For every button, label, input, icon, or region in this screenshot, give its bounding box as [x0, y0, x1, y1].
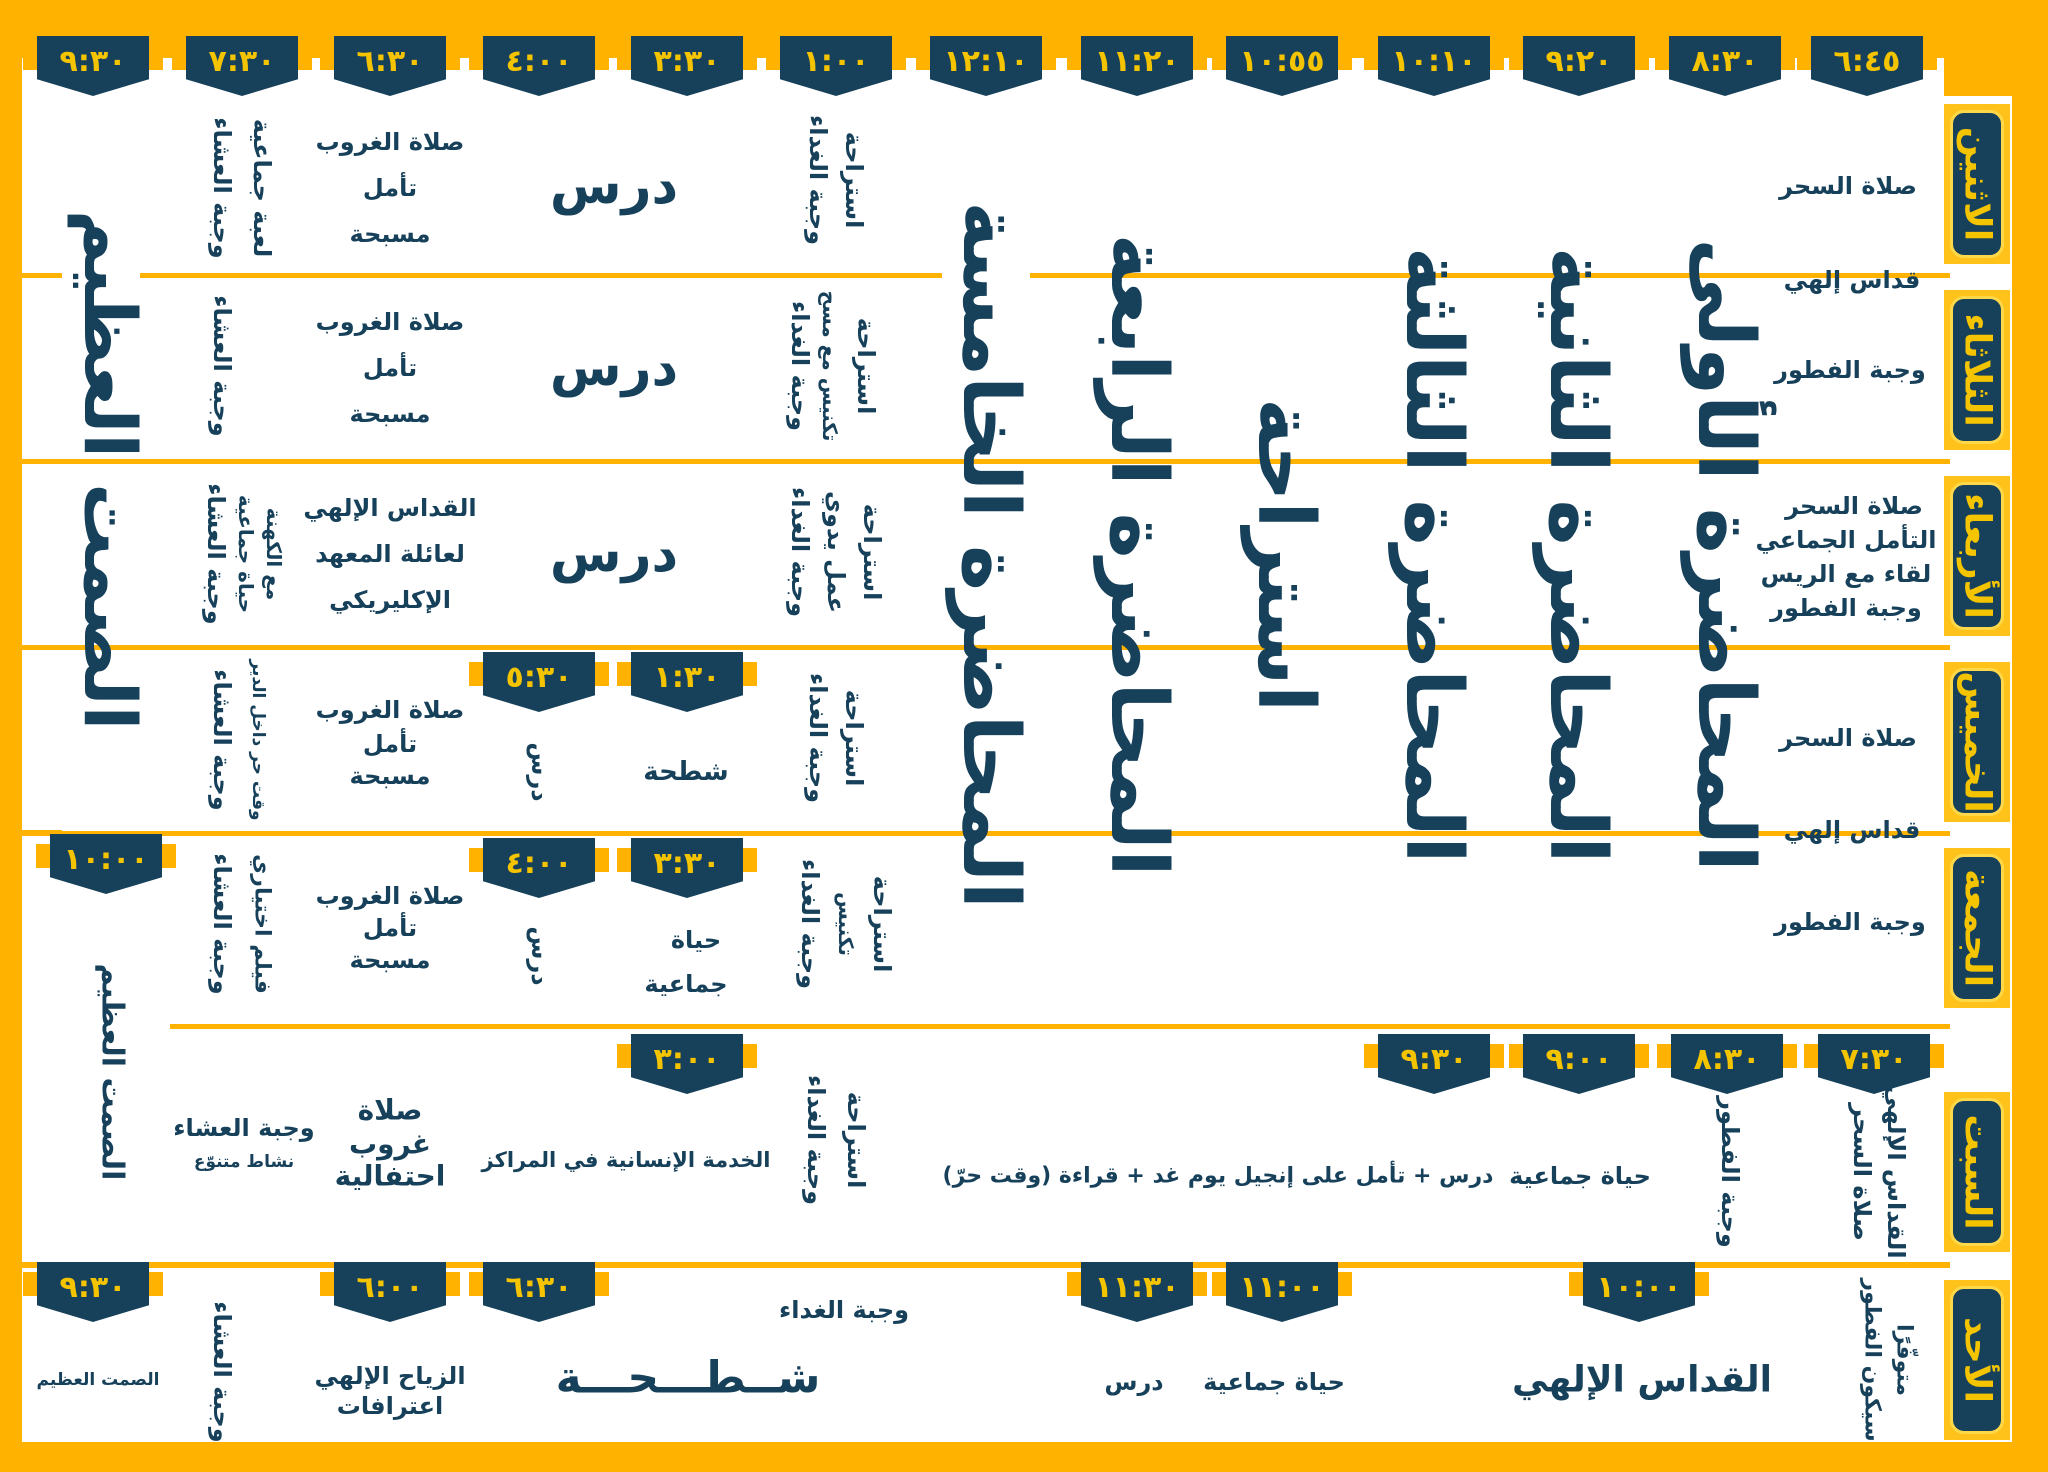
lunch-wed: استراحة	[858, 503, 886, 601]
lunch-fri: وجبة الغداء	[796, 858, 824, 990]
time-tag	[631, 36, 743, 96]
time-label: ٤:٠٠	[505, 846, 573, 881]
sun-procession: اعترافات	[336, 1392, 444, 1420]
morning-prayer: صلاة السحر	[1779, 172, 1917, 200]
lecture-third: المحاضرة الثالثة	[1388, 246, 1478, 864]
time-tag	[1378, 1034, 1490, 1094]
dinner-wed: حياة جماعية	[234, 494, 258, 614]
evening-mon: صلاة الغروب	[315, 128, 465, 156]
time-tag	[1081, 1262, 1193, 1322]
lecture-second: المحاضرة الثانية	[1532, 246, 1622, 864]
evening-thu: مسبحة	[349, 762, 431, 790]
day-label: الجمعة	[1956, 868, 1998, 988]
great-silence: الصمت العظيم	[68, 209, 152, 731]
lunch-wed: وجبة الغداء	[786, 486, 814, 618]
evening-thu: صلاة الغروب	[315, 696, 465, 724]
dinner-wed: وجبة العشاء	[202, 483, 230, 625]
time-label: ١:٣٠	[653, 660, 721, 695]
time-tag	[1811, 36, 1923, 96]
sun-breakfast: متوفّرًا	[1891, 1323, 1917, 1397]
breakfast: وجبة الفطور	[1774, 908, 1926, 936]
sun-trip: شــطـــحـــة	[555, 1352, 821, 1404]
sun-procession: الزياح الإلهي	[314, 1362, 466, 1390]
time-tag	[631, 1034, 743, 1094]
sat-community: حياة جماعية	[1509, 1162, 1651, 1190]
sun-breakfast: سيكون الفطور	[1859, 1278, 1885, 1442]
evening-thu: تأمل	[362, 730, 418, 758]
time-tag	[1226, 1262, 1338, 1322]
break-label: استراحة	[1240, 397, 1330, 713]
time-label: ٩:٣٠	[59, 44, 127, 79]
time-tag	[1081, 36, 1193, 96]
time-label: ٧:٣٠	[208, 44, 276, 79]
time-tag	[50, 834, 162, 894]
dinner-wed: مع الكهنة	[262, 507, 286, 601]
community-fri: حياة	[670, 926, 722, 954]
lunch-mon: استراحة	[840, 131, 868, 229]
dinner-fri: وجبة العشاء	[208, 853, 236, 995]
evening-tue: مسبحة	[349, 400, 431, 428]
wed-morning-line: التأمل الجماعي	[1755, 526, 1937, 554]
time-tag	[483, 838, 595, 898]
time-tag	[186, 36, 298, 96]
time-label: ٣:٠٠	[653, 1042, 721, 1077]
sat-morning: القداس الإلهي	[1882, 1085, 1910, 1259]
evening-wed: لعائلة المعهد	[315, 540, 465, 568]
evening-wed: الإكليريكي	[329, 586, 451, 614]
evening-tue: تأمل	[362, 354, 418, 382]
time-label: ١٠:٠٠	[1596, 1270, 1682, 1305]
time-tag	[1669, 36, 1781, 96]
time-label: ٨:٣٠	[1693, 1042, 1761, 1077]
lunch-fri: استراحة	[868, 875, 896, 973]
time-label: ٨:٣٠	[1691, 44, 1759, 79]
lunch-thu: وجبة الغداء	[804, 672, 832, 804]
dinner-tue: وجبة العشاء	[208, 295, 236, 437]
time-label: ٩:٠٠	[1545, 1042, 1613, 1077]
lecture-first: المحاضرة الأولى	[1680, 238, 1770, 872]
day-label: الأحد	[1956, 1317, 1998, 1403]
time-label: ٤:٠٠	[505, 44, 573, 79]
breakfast: وجبة الفطور	[1774, 356, 1926, 384]
day-tab-saturday	[1944, 1092, 2010, 1252]
evening-fri: مسبحة	[349, 946, 431, 974]
row-divider	[140, 273, 942, 278]
lunch-wed: عمل يدوي	[822, 490, 850, 614]
time-label: ٦:٠٠	[356, 1270, 424, 1305]
sat-service: الخدمة الإنسانية في المراكز	[481, 1148, 771, 1172]
day-tab-friday	[1944, 848, 2010, 1008]
time-tag	[334, 36, 446, 96]
lunch-tue: تكنيس مع مسح	[818, 290, 842, 442]
sun-lunch: وجبة الغداء	[778, 1296, 910, 1324]
lecture-fourth: المحاضرة الرابعة	[1093, 233, 1183, 877]
time-label: ١١:٣٠	[1094, 1270, 1180, 1305]
time-label: ٦:٣٠	[356, 44, 424, 79]
dinner-mon: وجبة العشاء	[208, 117, 236, 259]
lunch-tue: وجبة الغداء	[786, 300, 814, 432]
community-fri: جماعية	[644, 970, 728, 998]
lesson-tue: درس	[549, 338, 679, 398]
time-label: ١:٠٠	[802, 44, 870, 79]
sun-lesson: درس	[1104, 1368, 1164, 1396]
sat-lunch: وجبة الغداء	[802, 1074, 830, 1206]
sat-breakfast: وجبة الفطور	[1716, 1096, 1744, 1248]
dinner-thu: وجبة العشاء	[208, 669, 236, 811]
time-tag	[1818, 1034, 1930, 1094]
time-label: ٩:٣٠	[59, 1270, 127, 1305]
time-label: ١١:٢٠	[1094, 44, 1180, 79]
time-tag	[37, 36, 149, 96]
day-label: الاثنين	[1956, 126, 1998, 242]
wed-morning-line: صلاة السحر	[1785, 492, 1923, 520]
evening-fri: صلاة الغروب	[315, 882, 465, 910]
day-tab-monday	[1944, 104, 2010, 264]
lesson-thu: درس	[526, 742, 554, 802]
lesson-fri: درس	[526, 926, 554, 986]
sun-mass: القداس الإلهي	[1512, 1359, 1772, 1401]
time-label: ٧:٣٠	[1840, 1042, 1908, 1077]
time-tag	[631, 652, 743, 712]
time-label: ٣:٣٠	[653, 44, 721, 79]
lunch-fri: تكنيس	[834, 892, 858, 956]
sun-dinner: وجبة العشاء	[208, 1301, 236, 1443]
evening-mon: تأمل	[362, 174, 418, 202]
trip-thu: شطحة	[643, 757, 729, 787]
day-tab-sunday	[1944, 1280, 2010, 1440]
great-silence-fri: الصمت العظيم	[94, 963, 130, 1181]
lunch-thu: استراحة	[840, 689, 868, 787]
sat-dinner: وجبة العشاء	[173, 1114, 315, 1142]
lunch-mon: وجبة الغداء	[804, 114, 832, 246]
day-label: الخميس	[1956, 671, 1998, 813]
dinner-fri: فيلم اختياري	[249, 854, 275, 994]
wed-morning-line: وجبة الفطور	[1770, 594, 1922, 622]
time-tag	[1226, 36, 1338, 96]
time-label: ١٠:٥٥	[1239, 44, 1325, 79]
time-tag	[780, 36, 892, 96]
morning-mass: قداس إلهي	[1783, 816, 1921, 844]
time-label: ٥:٣٠	[505, 660, 573, 695]
evening-tue: صلاة الغروب	[315, 308, 465, 336]
time-tag	[1671, 1034, 1783, 1094]
sat-activity: نشاط متنوّع	[193, 1152, 295, 1172]
time-tag	[1378, 36, 1490, 96]
evening-mon: مسبحة	[349, 220, 431, 248]
lesson-wed: درس	[549, 524, 679, 584]
time-tag	[930, 36, 1042, 96]
time-label: ٦:٤٥	[1833, 44, 1901, 79]
morning-prayer: صلاة السحر	[1779, 724, 1917, 752]
time-tag	[631, 838, 743, 898]
day-tab-tuesday	[1944, 290, 2010, 450]
dinner-mon: لعبة جماعية	[248, 118, 276, 258]
day-tab-wednesday	[1944, 476, 2010, 636]
time-label: ١٠:٠٠	[63, 842, 149, 877]
time-label: ١٢:١٠	[943, 44, 1029, 79]
time-label: ١١:٠٠	[1239, 1270, 1325, 1305]
sat-vespers: غروب	[348, 1127, 432, 1161]
morning-mass: قداس إلهي	[1783, 266, 1921, 294]
sat-vespers: صلاة	[357, 1093, 423, 1127]
lunch-tue: استراحة	[852, 317, 880, 415]
time-label: ١٠:١٠	[1391, 44, 1477, 79]
time-tag	[483, 652, 595, 712]
day-label: الأربعاء	[1956, 493, 1998, 619]
time-tag	[1583, 1262, 1695, 1322]
time-label: ٩:٣٠	[1400, 1042, 1468, 1077]
row-divider	[170, 1024, 1950, 1029]
day-label: السبت	[1956, 1114, 1998, 1230]
sat-lesson-line: درس + تأمل على إنجيل يوم غد + قراءة (وقت حرّ)	[942, 1163, 1494, 1189]
time-tag	[1523, 36, 1635, 96]
wed-morning-line: لقاء مع الريس	[1760, 560, 1932, 588]
evening-wed: القداس الإلهي	[303, 494, 477, 522]
sun-community: حياة جماعية	[1203, 1368, 1345, 1396]
time-tag	[37, 1262, 149, 1322]
dinner-thu: وقت حر داخل الدير	[248, 659, 268, 821]
sat-lunch: استراحة	[842, 1091, 870, 1189]
evening-fri: تأمل	[362, 914, 418, 942]
time-tag	[483, 36, 595, 96]
lecture-fifth: المحاضرة الخامسة	[945, 201, 1035, 909]
day-tab-thursday	[1944, 662, 2010, 822]
time-tag	[1523, 1034, 1635, 1094]
time-label: ٣:٣٠	[653, 846, 721, 881]
sun-silence: الصمت العظيم	[36, 1370, 160, 1390]
time-tag	[334, 1262, 446, 1322]
sat-morning: صلاة السحر	[1848, 1103, 1876, 1241]
time-label: ٩:٢٠	[1545, 44, 1613, 79]
time-label: ٦:٣٠	[505, 1270, 573, 1305]
day-label: الثلاثاء	[1956, 313, 1998, 427]
time-tag	[483, 1262, 595, 1322]
lesson-mon: درس	[549, 156, 679, 216]
row-divider	[22, 273, 62, 278]
sat-vespers: احتفالية	[334, 1159, 446, 1193]
